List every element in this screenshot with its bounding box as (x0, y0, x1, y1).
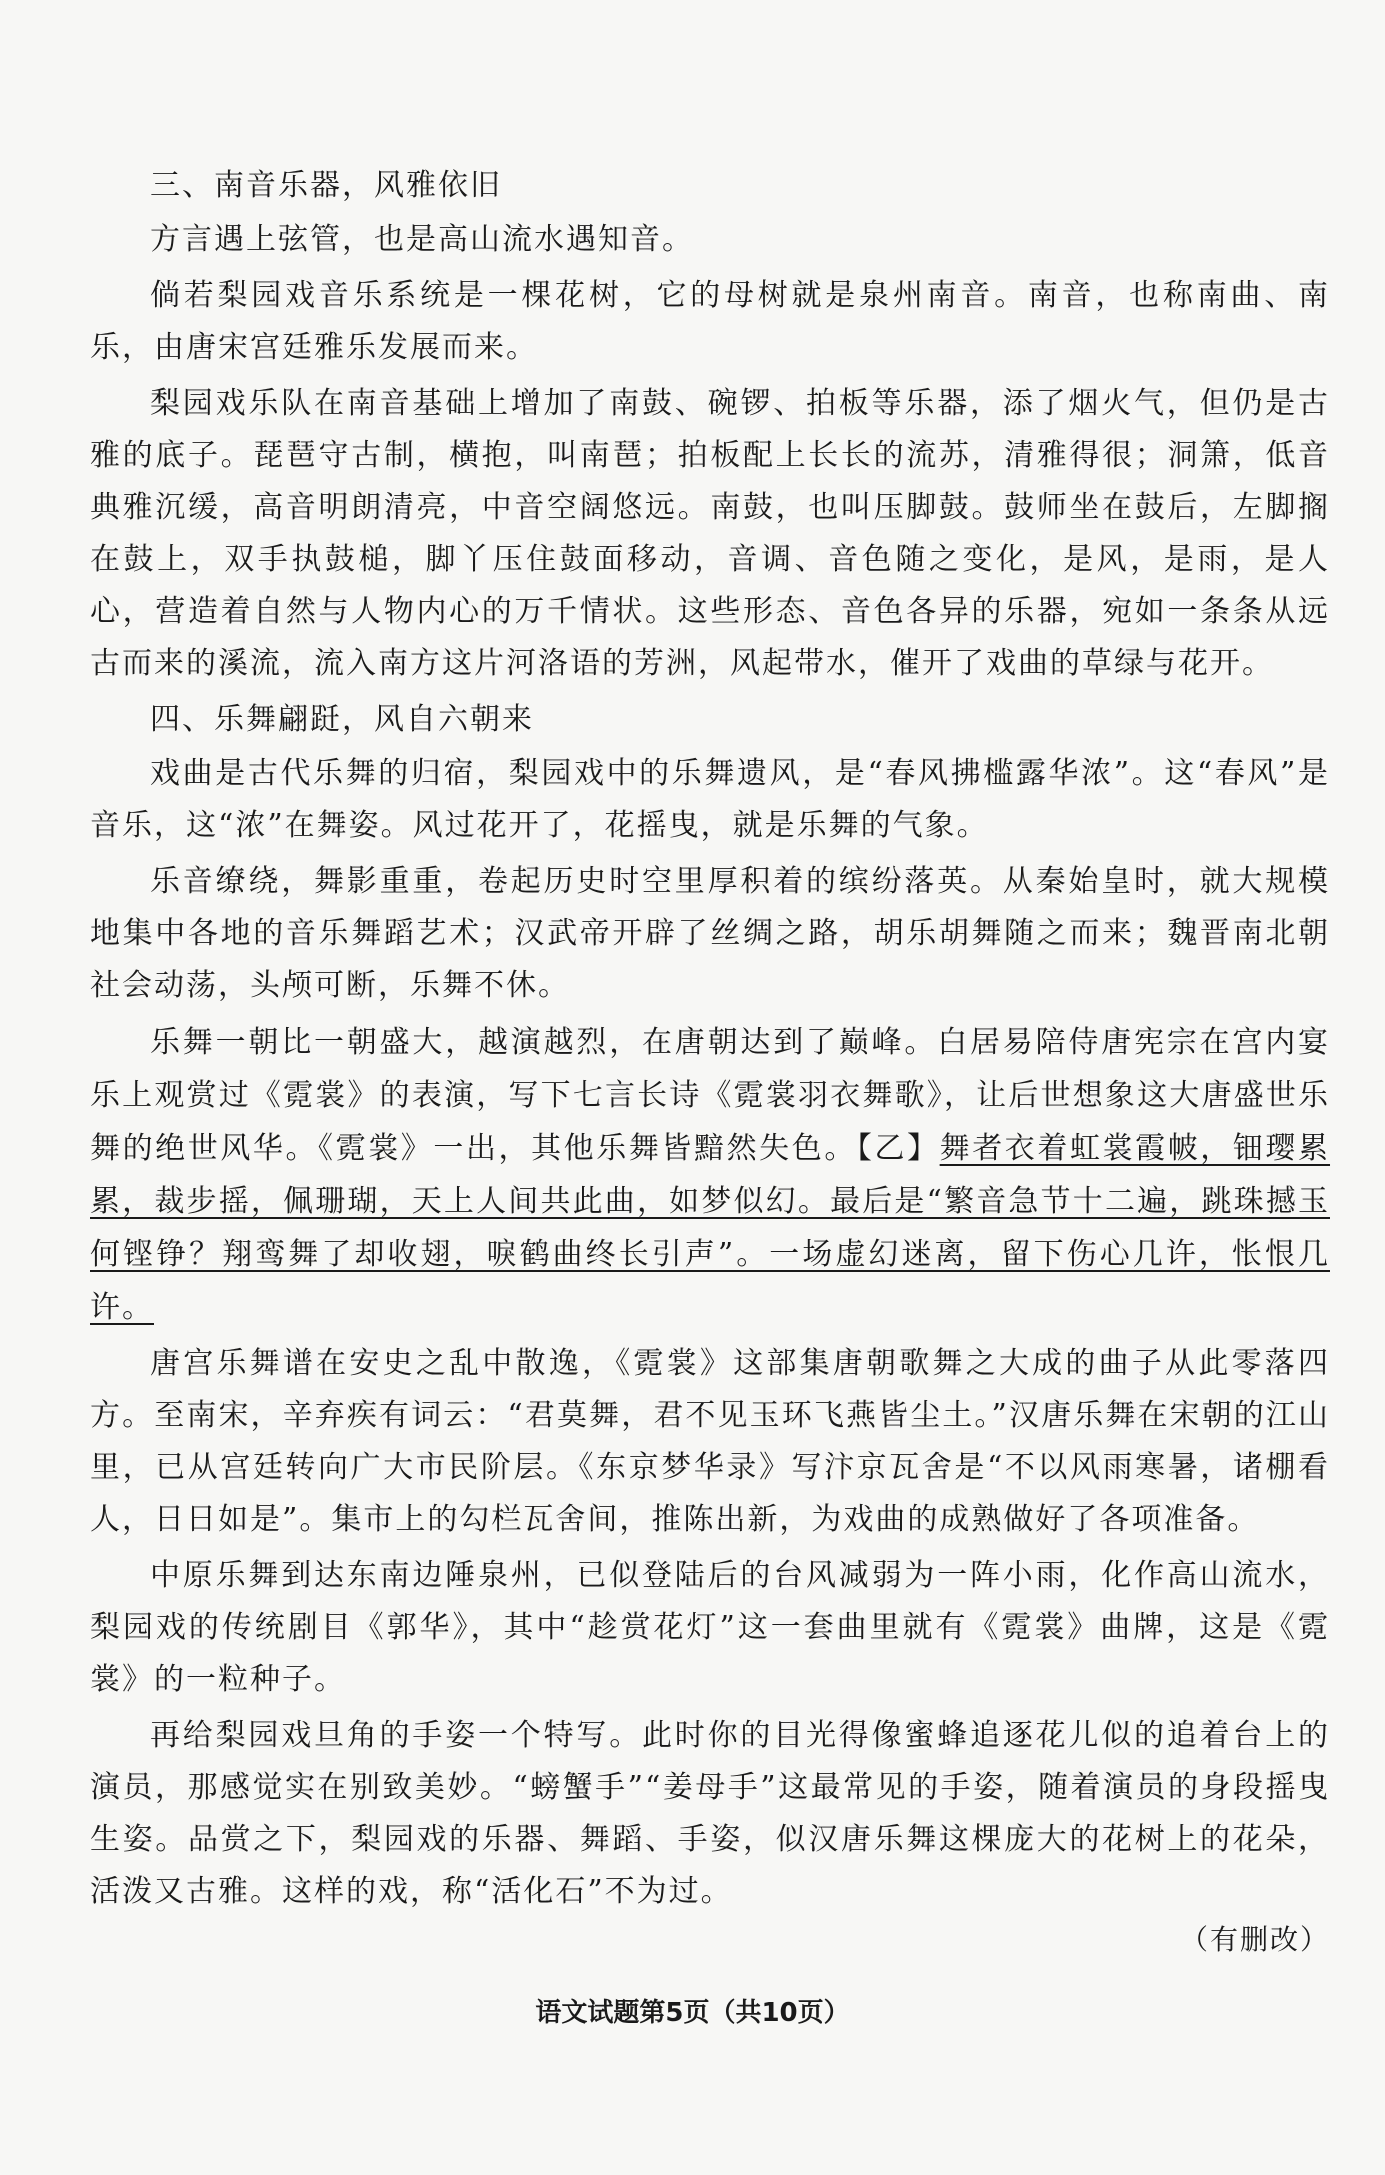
article-body (90, 160, 1330, 1922)
paragraph: 唐宫乐舞谱在安史之乱中散逸，《霓裳》这部集唐朝歌舞之大成的曲子从此零落四方。至南宋，辛弃疾有词云：“君莫舞，君不见玉环飞燕皆尘土。”汉唐乐舞在宋朝的江山里，已从宫廷转向广大市民阶层。《东京梦华录》写汴京瓦舍是“不以风雨寒暑，诸棚看人，日日如是”。集市上的勾栏瓦舍间，推陈出新，为戏曲的成熟做好了各项准备。 (90, 1346, 1330, 1537)
paragraph: 再给梨园戏旦角的手姿一个特写。此时你的目光得像蜜蜂追逐花儿似的追着台上的演员，那感觉实在别致美妙。“螃蟹手”“姜母手”这最常见的手姿，随着演员的身段摇曳生姿。品赏之下，梨园戏的乐器、舞蹈、手姿，似汉唐乐舞这棵庞大的花树上的花朵，活泼又古雅。这样的戏，称“活化石”不为过。 (90, 1718, 1330, 1909)
section-heading: 四、乐舞翩跹，风自六朝来 (150, 702, 534, 737)
source-note: （有删改） (1179, 1923, 1330, 1956)
paragraph-text: 乐舞一朝比一朝盛大，越演越烈，在唐朝达到了巅峰。白居易陪侍唐宪宗在宫内宴乐上观赏过《霓裳》的表演，写下七言长诗《霓裳羽衣舞歌》，让后世想象这大唐盛世乐舞的绝世风华。《霓裳》一出，其他乐舞皆黯然失色。【乙】 (90, 1025, 1330, 1166)
section-heading: 三、南音乐器，风雅依旧 (150, 168, 502, 203)
paragraph: 梨园戏乐队在南音基础上增加了南鼓、碗锣、拍板等乐器，添了烟火气，但仍是古雅的底子。琵琶守古制，横抱，叫南琶；拍板配上长长的流苏，清雅得很；洞箫，低音典雅沉缓，高音明朗清亮，中音空阔悠远。南鼓，也叫压脚鼓。鼓师坐在鼓后，左脚搁在鼓上，双手执鼓槌，脚丫压住鼓面移动，音调、音色随之变化，是风，是雨，是人心，营造着自然与人物内心的万千情状。这些形态、音色各异的乐器，宛如一条条从远古而来的溪流，流入南方这片河洛语的芳洲，风起带水，催开了戏曲的草绿与花开。 (90, 386, 1330, 681)
paragraph: 方言遇上弦管，也是高山流水遇知音。 (150, 222, 694, 257)
underlined-passage: 舞者衣着虹裳霞帔，钿璎累累，裁步摇，佩珊瑚，天上人间共此曲，如梦似幻。最后是“繁音急节十二遍，跳珠撼玉何铿铮？翔鸾舞了却收翅，唳鹤曲终长引声”。一场虚幻迷离，留下伤心几许，怅恨几许。 (90, 1131, 1331, 1325)
paragraph-with-underline (90, 1016, 1330, 1334)
paragraph: 中原乐舞到达东南边陲泉州，已似登陆后的台风减弱为一阵小雨，化作高山流水，梨园戏的传统剧目《郭华》，其中“趁赏花灯”这一套曲里就有《霓裳》曲牌，这是《霓裳》的一粒种子。 (90, 1558, 1330, 1697)
paragraph: 戏曲是古代乐舞的归宿，梨园戏中的乐舞遗风，是“春风拂槛露华浓”。这“春风”是音乐，这“浓”在舞姿。风过花开了，花摇曳，就是乐舞的气象。 (90, 756, 1330, 843)
paragraph: 倘若梨园戏音乐系统是一棵花树，它的母树就是泉州南音。南音，也称南曲、南乐，由唐宋宫廷雅乐发展而来。 (90, 278, 1330, 365)
paragraph: 乐音缭绕，舞影重重，卷起历史时空里厚积着的缤纷落英。从秦始皇时，就大规模地集中各地的音乐舞蹈艺术；汉武帝开辟了丝绸之路，胡乐胡舞随之而来；魏晋南北朝社会动荡，头颅可断，乐舞不休。 (90, 864, 1330, 1003)
page-footer: 语文试题第5页（共10页） (535, 1998, 850, 2028)
